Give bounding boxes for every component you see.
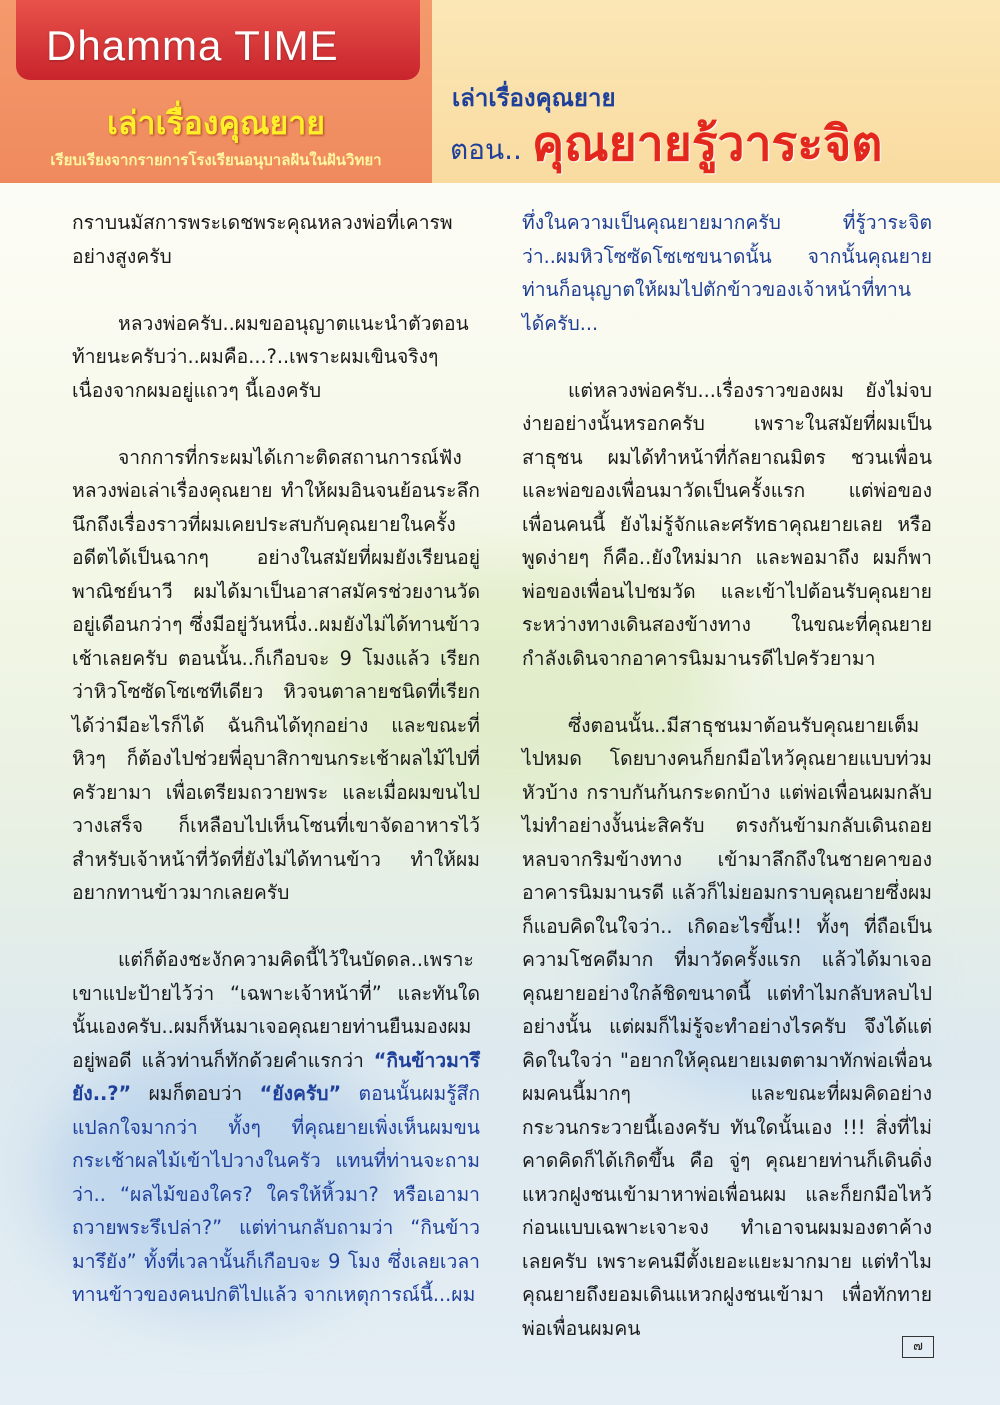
paragraph-text: ตอนนั้นผมรู้สึกแปลกใจมากว่า ทั้งๆ ที่คุณยายเพิ่งเห็นผมขนกระเช้าผลไม้เข้าไปวางในครัว แทนที่ท่านจะถามว่า.. “ผลไม้ของใคร? ใครให้หิ้วมา? หรือเอามาถวายพระรึเปล่า?” แต่ท่านกลับถามว่า “กินข้าวมารึยัง” ทั้งที่เวลานั้นก็เกือบจะ 9 โมง ซึ่งเลยเวลาทานข้าวของคนปกติไปแล้ว จากเหตุการณ์นี้...ผม bbox=[72, 1082, 480, 1306]
section-subtitle: เรียบเรียงจากรายการโรงเรียนอนุบาลฝันในฝันวิทยา bbox=[50, 151, 382, 169]
paragraph: ทึ่งในความเป็นคุณยายมากครับ ที่รู้วาระจิตว่า..ผมหิวโซซัดโซเซขนาดนั้น จากนั้นคุณยายท่านก็อนุญาตให้ผมไปตักข้าวของเจ้าหน้าที่ทานได้ครับ... bbox=[522, 211, 932, 335]
series-title: เล่าเรื่องคุณยาย bbox=[452, 84, 616, 112]
paragraph-text: แต่ก็ต้องชะงักความคิดนี้ไว้ในบัดดล..เพราะเขาแปะป้ายไว้ว่า “เฉพาะเจ้าหน้าที่” และทันใดนั้นเองครับ..ผมก็หันมาเจอคุณยายท่านยืนมองผมอยู่พอดี แล้วท่านก็ทักด้วยคำแรกว่า bbox=[72, 948, 480, 1072]
paragraph: แต่หลวงพ่อครับ...เรื่องราวของผม ยังไม่จบง่ายอย่างนั้นหรอกครับ เพราะในสมัยที่ผมเป็นสาธุชน ผมได้ทำหน้าที่กัลยาณมิตร ชวนเพื่อน และพ่อของเพื่อนมาวัดเป็นครั้งแรก แต่พ่อของเพื่อนคนนี้ ยังไม่รู้จักและศรัทธาคุณยายเลย หรือพูดง่ายๆ ก็คือ..ยังใหม่มาก และพอมาถึง ผมก็พาพ่อของเพื่อนไปชมวัด และเข้าไปต้อนรับคุณยาย ระหว่างทางเดินสองข้างทาง ในขณะที่คุณยายกำลังเดินจากอาคารนิมมานรดีไปครัวยามา bbox=[522, 378, 932, 670]
paragraph: กราบนมัสการพระเดชพระคุณหลวงพ่อที่เคารพอย่างสูงครับ bbox=[72, 211, 453, 268]
header-right-panel bbox=[432, 0, 1000, 183]
page-number: ๗ bbox=[902, 1336, 934, 1358]
brand-title: Dhamma TIME bbox=[46, 22, 339, 69]
left-column bbox=[72, 206, 480, 1312]
episode-title: คุณยายรู้วาระจิต bbox=[532, 116, 883, 172]
header bbox=[0, 0, 1000, 183]
paragraph: ซึ่งตอนนั้น..มีสาธุชนมาต้อนรับคุณยายเต็มไปหมด โดยบางคนก็ยกมือไหว้คุณยายแบบท่วมหัวบ้าง กราบกันก้นกระดกบ้าง แต่พ่อเพื่อนผมกลับไม่ทำอย่างงั้นน่ะสิครับ ตรงกันข้ามกลับเดินถอยหลบจากริมข้างทาง เข้ามาลึกถึงในชายคาของอาคารนิมมานรดี แล้วก็ไม่ยอมกราบคุณยายซึ่งผมก็แอบคิดในใจว่า.. เกิดอะไรขึ้น!! ทั้งๆ ที่ถือเป็นความโชคดีมาก ที่มาวัดครั้งแรก แล้วได้มาเจอคุณยายอย่างใกล้ชิดขนาดนี้ แต่ทำไมกลับหลบไปอย่างนั้น แต่ผมก็ไม่รู้จะทำอย่างไรครับ จึงได้แต่คิดในใจว่า "อยากให้คุณยายเมตตามาทักพ่อเพื่อนผมคนนี้มากๆ และขณะที่ผมคิดอย่างกระวนกระวายนี้เองครับ ทันใดนั้นเอง !!! สิ่งที่ไม่คาดคิดก็ได้เกิดขึ้น คือ จู่ๆ คุณยายท่านก็เดินดิ่งแหวกฝูงชนเข้ามาหาพ่อเพื่อนผม และก็ยกมือไหว้ก่อนแบบเฉพาะเจาะจง ทำเอาจนผมมองตาค้างเลยครับ เพราะคนมีตั้งเยอะแยะมากมาย แต่ทำไมคุณยายถึงยอมเดินแหวกฝูงชนเข้ามา เพื่อทักทายพ่อเพื่อนผมคน bbox=[522, 713, 932, 1340]
paragraph: หลวงพ่อครับ..ผมขออนุญาตแนะนำตัวตอนท้ายนะครับว่า..ผมคือ...?..เพราะผมเขินจริงๆ เนื่องจากผมอยู่แถวๆ นี้เองครับ bbox=[72, 311, 469, 402]
brand-bar bbox=[16, 0, 420, 80]
section-title: เล่าเรื่องคุณยาย bbox=[106, 104, 326, 142]
header-left-panel bbox=[0, 0, 432, 183]
paragraph-text: ผมก็ตอบว่า bbox=[131, 1082, 260, 1105]
quote-question: “กินข้าวมารึยัง..?” bbox=[72, 1048, 480, 1105]
right-column bbox=[522, 206, 932, 1345]
episode-prefix: ตอน.. bbox=[450, 133, 522, 166]
paragraph: จากการที่กระผมได้เกาะติดสถานการณ์ฟังหลวงพ่อเล่าเรื่องคุณยาย ทำให้ผมอินจนย้อนระลึกนึกถึงเรื่องราวที่ผมเคยประสบกับคุณยายในครั้งอดีตได้เป็นฉากๆ อย่างในสมัยที่ผมยังเรียนอยู่พาณิชย์นาวี ผมได้มาเป็นอาสาสมัครช่วยงานวัดอยู่เดือนกว่าๆ ซึ่งมีอยู่วันหนึ่ง..ผมยังไม่ได้ทานข้าวเช้าเลยครับ ตอนนั้น..ก็เกือบจะ 9 โมงแล้ว เรียกว่าหิวโซซัดโซเซทีเดียว หิวจนตาลายชนิดที่เรียกได้ว่ามีอะไรก็ได้ ฉันกินได้ทุกอย่าง และขณะที่หิวๆ ก็ต้องไปช่วยพี่อุบาสิกาขนกระเช้าผลไม้ไปที่ครัวยามา เพื่อเตรียมถวายพระ และเมื่อผมขนไปวางเสร็จ ก็เหลือบไปเห็นโซนที่เขาจัดอาหารไว้สำหรับเจ้าหน้าที่วัดที่ยังไม่ได้ทานข้าว ทำให้ผมอยากทานข้าวมากเลยครับ bbox=[72, 445, 480, 904]
paragraph bbox=[72, 943, 480, 1312]
quote-answer: “ยังครับ” bbox=[259, 1082, 342, 1105]
